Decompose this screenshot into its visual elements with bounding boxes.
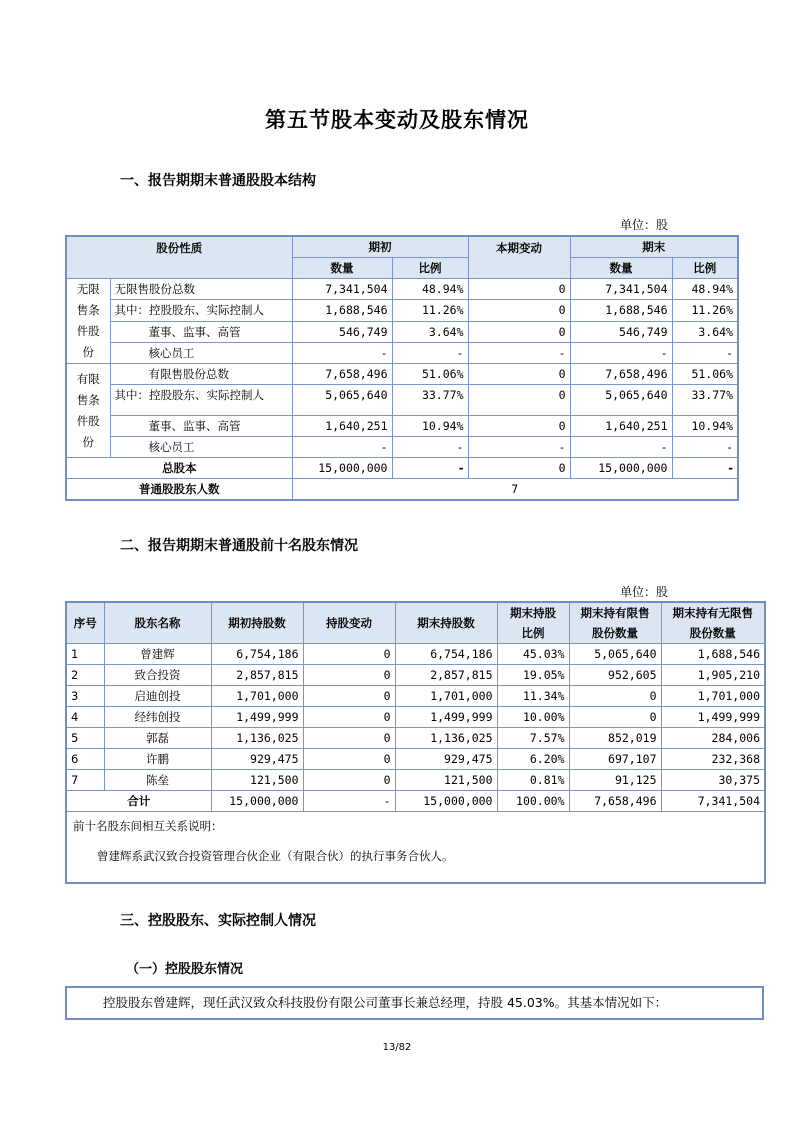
header-unrestricted: 期末持有无限售股份数量 — [661, 602, 765, 644]
seq: 5 — [66, 728, 104, 749]
start-qty: 1,688,546 — [292, 300, 392, 321]
header-end-ratio: 期末持股比例 — [497, 602, 569, 644]
seq: 3 — [66, 686, 104, 707]
group-label: 有限售条件股份 — [66, 364, 110, 458]
seq: 2 — [66, 665, 104, 686]
end-ratio: 48.94% — [672, 279, 738, 300]
restricted: 852,019 — [569, 728, 661, 749]
table-row — [66, 728, 765, 749]
holding-change: 0 — [303, 707, 395, 728]
end-ratio: 10.94% — [672, 416, 738, 437]
seq: 4 — [66, 707, 104, 728]
end-ratio: - — [672, 437, 738, 458]
total-end-ratio: - — [672, 458, 738, 479]
controlling-shareholder-box — [65, 986, 764, 1020]
section3-heading: 三、控股股东、实际控制人情况 — [120, 913, 316, 929]
section1-heading: 一、报告期期末普通股股本结构 — [120, 173, 316, 189]
unrestricted: 1,905,210 — [661, 665, 765, 686]
change-value: 0 — [468, 321, 570, 342]
total-change: 0 — [468, 458, 570, 479]
end-qty: 546,749 — [570, 321, 672, 342]
page-number: 13/82 — [382, 1042, 412, 1053]
end-holdings: 1,136,025 — [395, 728, 497, 749]
seq: 6 — [66, 749, 104, 770]
restricted: 5,065,640 — [569, 644, 661, 665]
end-ratio: 19.05% — [497, 665, 569, 686]
end-ratio: 10.00% — [497, 707, 569, 728]
total-unrestricted: 7,341,504 — [661, 791, 765, 812]
row-name: 无限售股份总数 — [110, 279, 292, 300]
end-qty: - — [570, 342, 672, 363]
header-seq: 序号 — [66, 602, 104, 644]
header-end-qty: 数量 — [570, 258, 672, 279]
start-qty: 546,749 — [292, 321, 392, 342]
start-holdings: 6,754,186 — [211, 644, 303, 665]
start-holdings: 1,499,999 — [211, 707, 303, 728]
end-qty: 1,688,546 — [570, 300, 672, 321]
start-ratio: - — [392, 437, 468, 458]
total-change: - — [303, 791, 395, 812]
start-ratio: 10.94% — [392, 416, 468, 437]
unrestricted: 232,368 — [661, 749, 765, 770]
total-ratio: 100.00% — [497, 791, 569, 812]
holder-name: 经纬创投 — [104, 707, 211, 728]
start-holdings: 929,475 — [211, 749, 303, 770]
unrestricted: 1,701,000 — [661, 686, 765, 707]
holding-change: 0 — [303, 686, 395, 707]
restricted: 697,107 — [569, 749, 661, 770]
page-title: 第五节股本变动及股东情况 — [265, 108, 529, 132]
end-qty: 5,065,640 — [570, 385, 672, 416]
change-value: 0 — [468, 416, 570, 437]
change-value: 0 — [468, 385, 570, 416]
start-qty: 7,341,504 — [292, 279, 392, 300]
total-label: 合计 — [66, 791, 211, 812]
top-shareholders-table — [65, 601, 766, 884]
controlling-shareholder-text: 控股股东曾建辉，现任武汉致众科技股份有限公司董事长兼总经理，持股 45.03%。其基本情况如下： — [103, 995, 668, 1010]
end-holdings: 1,701,000 — [395, 686, 497, 707]
seq: 7 — [66, 770, 104, 791]
holders-label: 普通股股东人数 — [66, 479, 292, 501]
end-holdings: 2,857,815 — [395, 665, 497, 686]
start-holdings: 1,701,000 — [211, 686, 303, 707]
section2-unit: 单位：股 — [620, 585, 669, 599]
holding-change: 0 — [303, 728, 395, 749]
end-qty: 1,640,251 — [570, 416, 672, 437]
restricted: 952,605 — [569, 665, 661, 686]
start-ratio: 3.64% — [392, 321, 468, 342]
header-holding-change: 持股变动 — [303, 602, 395, 644]
table-row — [66, 665, 765, 686]
holder-name: 启迪创投 — [104, 686, 211, 707]
start-ratio: 51.06% — [392, 364, 468, 385]
total-start-qty: 15,000,000 — [292, 458, 392, 479]
unrestricted: 1,688,546 — [661, 644, 765, 665]
restricted: 0 — [569, 686, 661, 707]
seq: 1 — [66, 644, 104, 665]
end-holdings: 121,500 — [395, 770, 497, 791]
start-holdings: 121,500 — [211, 770, 303, 791]
change-value: - — [468, 437, 570, 458]
header-change: 本期变动 — [468, 236, 570, 279]
end-ratio: 11.34% — [497, 686, 569, 707]
end-ratio: 3.64% — [672, 321, 738, 342]
table-row — [66, 644, 765, 665]
table-row — [66, 707, 765, 728]
end-ratio: 45.03% — [497, 644, 569, 665]
holder-name: 许鹏 — [104, 749, 211, 770]
total-start-holdings: 15,000,000 — [211, 791, 303, 812]
holder-name: 郭磊 — [104, 728, 211, 749]
end-holdings: 6,754,186 — [395, 644, 497, 665]
unrestricted: 1,499,999 — [661, 707, 765, 728]
table-row — [66, 300, 738, 321]
relation-note — [66, 812, 765, 884]
restricted: 91,125 — [569, 770, 661, 791]
table-row — [66, 770, 765, 791]
start-qty: 5,065,640 — [292, 385, 392, 416]
relation-title: 前十名股东间相互关系说明： — [73, 819, 223, 833]
start-ratio: 11.26% — [392, 300, 468, 321]
section1-unit: 单位：股 — [620, 218, 669, 232]
start-qty: 1,640,251 — [292, 416, 392, 437]
holders-value: 7 — [292, 479, 738, 501]
end-ratio: - — [672, 342, 738, 363]
end-ratio: 6.20% — [497, 749, 569, 770]
row-name: 董事、监事、高管 — [110, 416, 292, 437]
start-qty: - — [292, 342, 392, 363]
table-row — [66, 385, 738, 416]
header-restricted: 期末持有限售股份数量 — [569, 602, 661, 644]
table-row — [66, 749, 765, 770]
holding-change: 0 — [303, 770, 395, 791]
end-ratio: 0.81% — [497, 770, 569, 791]
holder-name: 陈垒 — [104, 770, 211, 791]
row-name: 董事、监事、高管 — [110, 321, 292, 342]
table-row — [66, 416, 738, 437]
row-name: 有限售股份总数 — [110, 364, 292, 385]
start-ratio: 33.77% — [392, 385, 468, 416]
end-ratio: 51.06% — [672, 364, 738, 385]
table-row — [66, 364, 738, 385]
total-start-ratio: - — [392, 458, 468, 479]
header-start-qty: 数量 — [292, 258, 392, 279]
header-end: 期末 — [570, 236, 738, 258]
holder-name: 曾建辉 — [104, 644, 211, 665]
share-structure-table — [65, 235, 739, 501]
group-label: 无限售条件股份 — [66, 279, 110, 364]
end-holdings: 929,475 — [395, 749, 497, 770]
unrestricted: 284,006 — [661, 728, 765, 749]
start-qty: 7,658,496 — [292, 364, 392, 385]
table-row — [66, 342, 738, 363]
header-end-ratio: 比例 — [672, 258, 738, 279]
table-row — [66, 437, 738, 458]
header-start-ratio: 比例 — [392, 258, 468, 279]
header-end-holdings: 期末持股数 — [395, 602, 497, 644]
holder-name: 致合投资 — [104, 665, 211, 686]
header-share-nature: 股份性质 — [66, 236, 292, 279]
table-row — [66, 321, 738, 342]
section2-heading: 二、报告期期末普通股前十名股东情况 — [120, 538, 358, 554]
end-holdings: 1,499,999 — [395, 707, 497, 728]
total-row — [66, 791, 765, 812]
start-qty: - — [292, 437, 392, 458]
end-qty: 7,341,504 — [570, 279, 672, 300]
row-name: 核心员工 — [110, 437, 292, 458]
total-end-qty: 15,000,000 — [570, 458, 672, 479]
end-ratio: 33.77% — [672, 385, 738, 416]
change-value: 0 — [468, 300, 570, 321]
relation-text: 曾建辉系武汉致合投资管理合伙企业（有限合伙）的执行事务合伙人。 — [97, 849, 454, 863]
unrestricted: 30,375 — [661, 770, 765, 791]
row-name: 其中：控股股东、实际控制人 — [110, 385, 292, 416]
start-ratio: - — [392, 342, 468, 363]
row-name: 其中：控股股东、实际控制人 — [110, 300, 292, 321]
table-row — [66, 279, 738, 300]
change-value: 0 — [468, 364, 570, 385]
section3-subheading: （一）控股股东情况 — [126, 962, 244, 977]
total-restricted: 7,658,496 — [569, 791, 661, 812]
start-holdings: 2,857,815 — [211, 665, 303, 686]
end-qty: 7,658,496 — [570, 364, 672, 385]
restricted: 0 — [569, 707, 661, 728]
row-name: 核心员工 — [110, 342, 292, 363]
total-label: 总股本 — [66, 458, 292, 479]
header-start: 期初 — [292, 236, 468, 258]
end-ratio: 11.26% — [672, 300, 738, 321]
change-value: 0 — [468, 279, 570, 300]
end-ratio: 7.57% — [497, 728, 569, 749]
start-ratio: 48.94% — [392, 279, 468, 300]
holding-change: 0 — [303, 749, 395, 770]
end-qty: - — [570, 437, 672, 458]
holders-row — [66, 479, 738, 501]
header-holder-name: 股东名称 — [104, 602, 211, 644]
change-value: - — [468, 342, 570, 363]
holding-change: 0 — [303, 665, 395, 686]
header-start-holdings: 期初持股数 — [211, 602, 303, 644]
start-holdings: 1,136,025 — [211, 728, 303, 749]
total-end-holdings: 15,000,000 — [395, 791, 497, 812]
table-row — [66, 686, 765, 707]
total-row — [66, 458, 738, 479]
holding-change: 0 — [303, 644, 395, 665]
